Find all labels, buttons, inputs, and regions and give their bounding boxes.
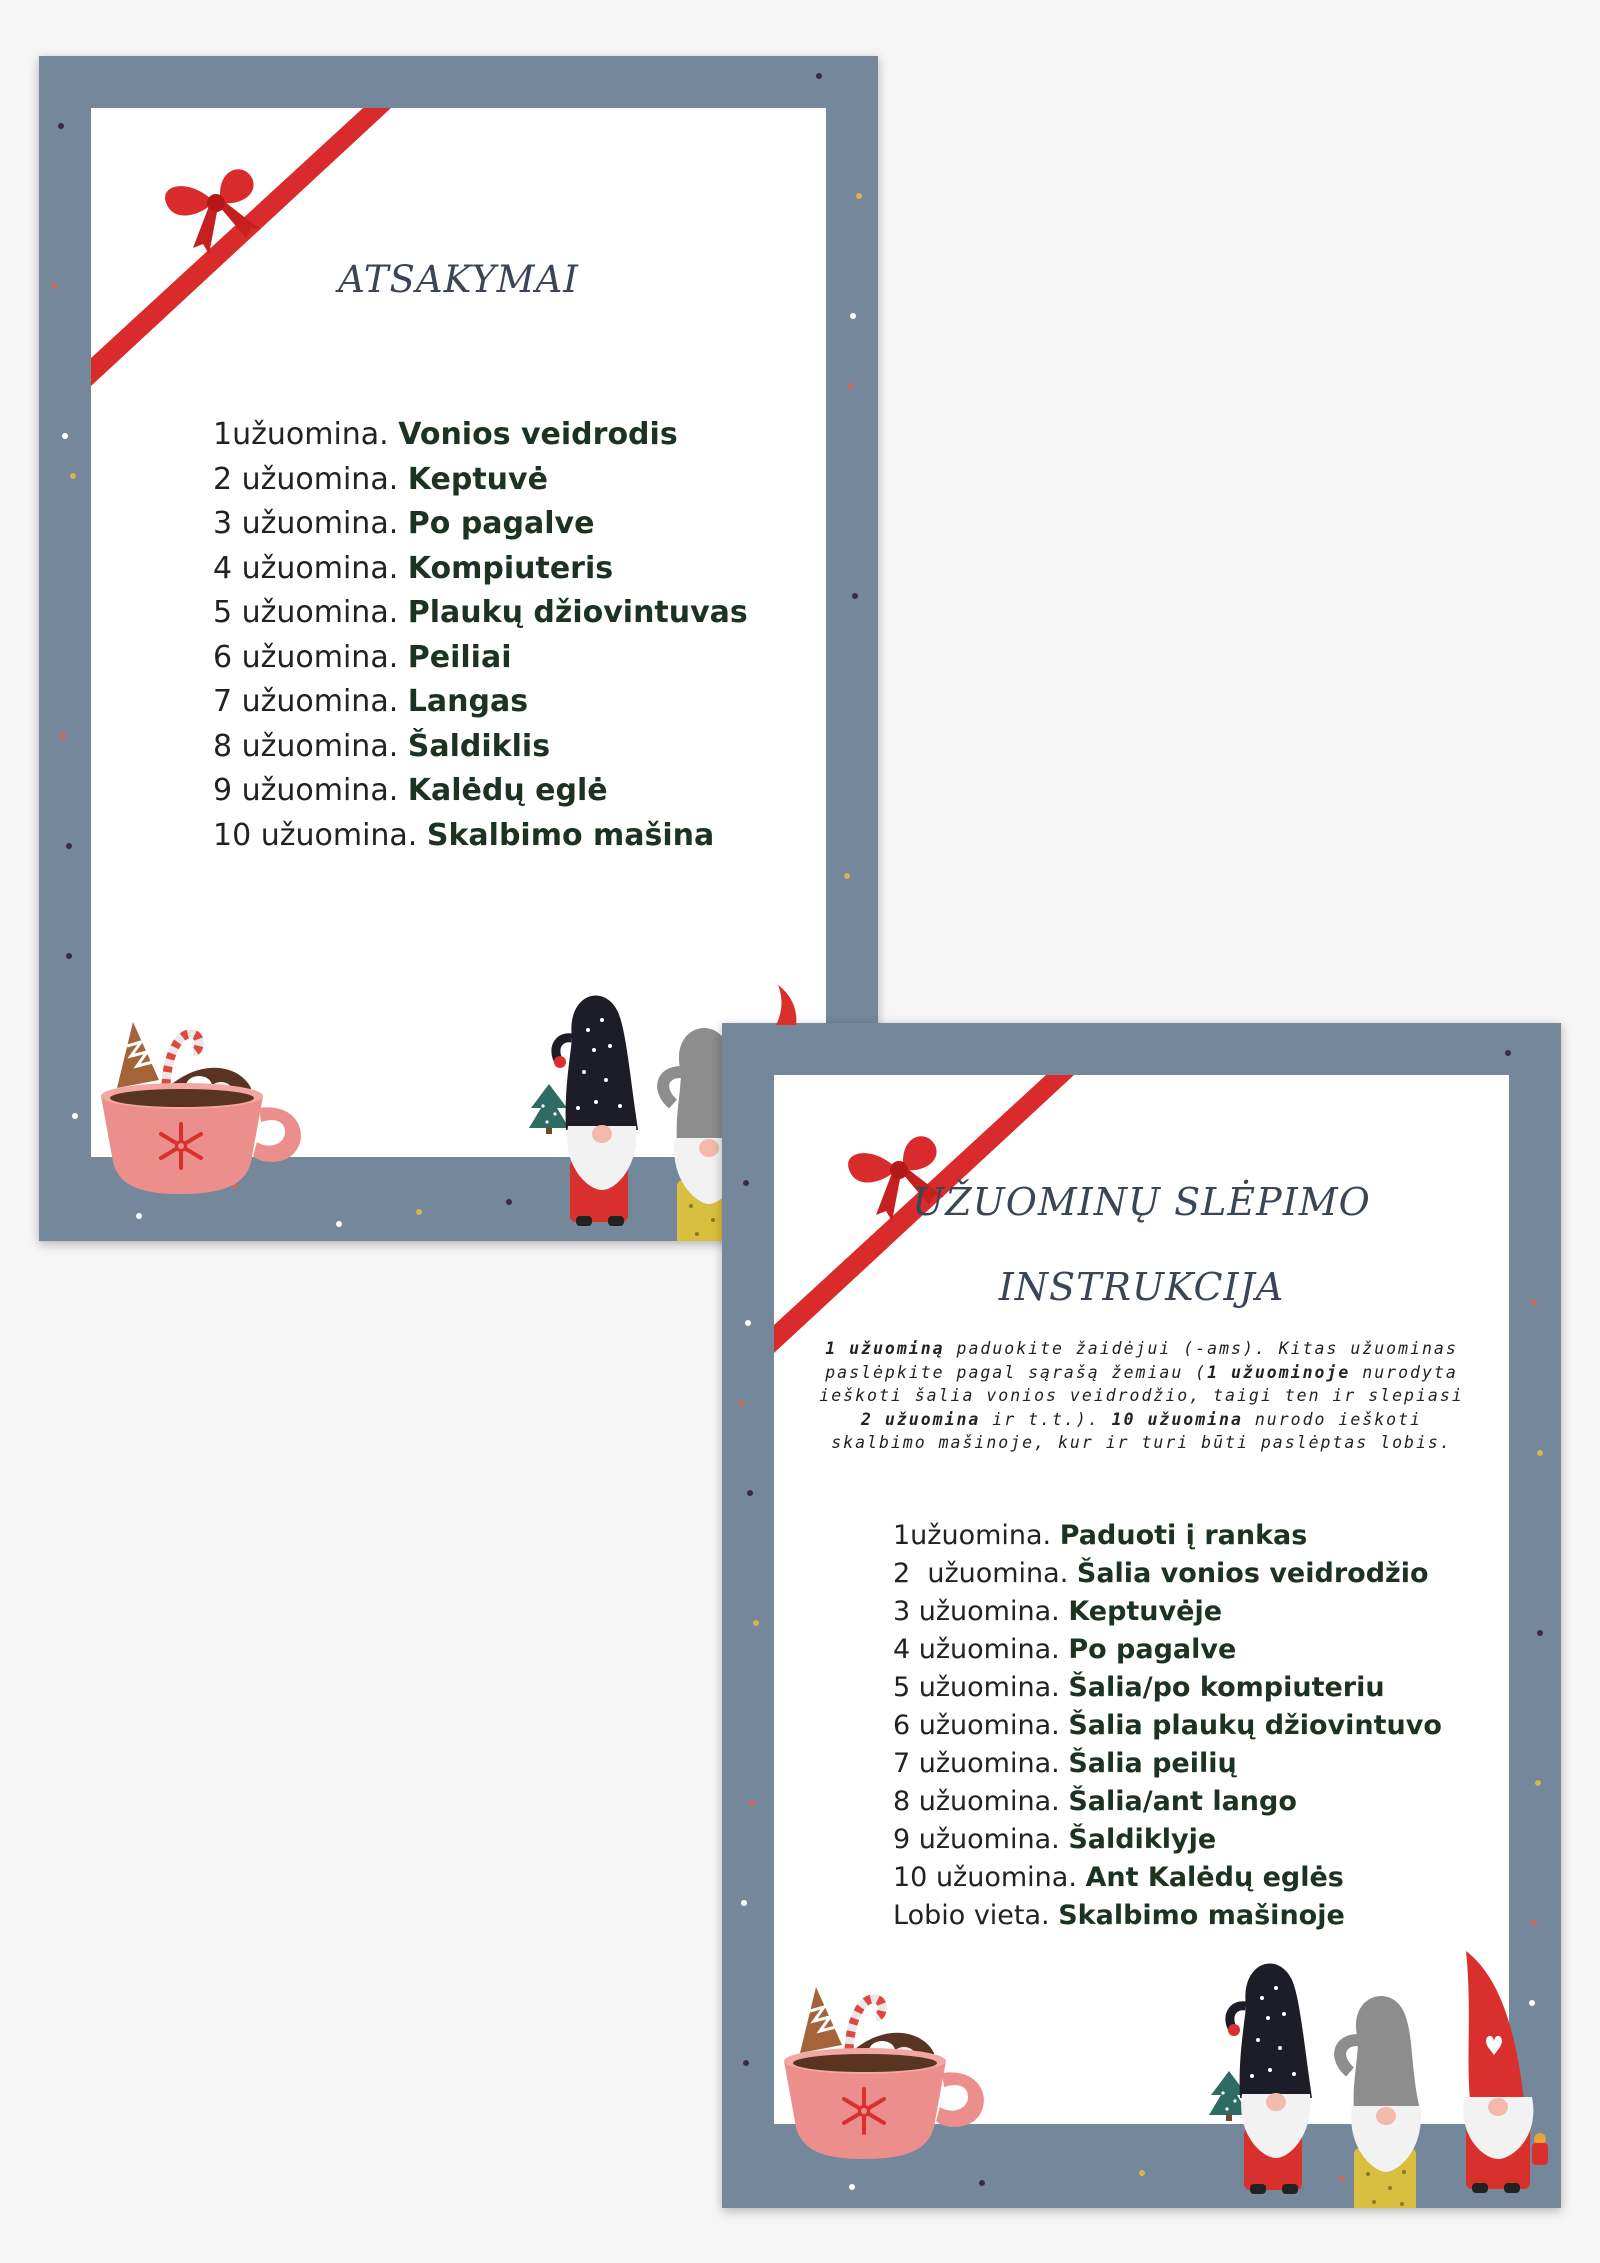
intro-text: paduokite žaidėjui (-ams). Kitas užuominas paslėpkite pagal sąrašą žemiau ( <box>825 1339 1458 1382</box>
row-label: 10 užuomina. <box>893 1862 1086 1893</box>
answer-row-3 <box>213 502 748 547</box>
black-gnome-icon <box>1218 1958 1328 2198</box>
row-answer: Plaukų džiovintuvas <box>407 595 748 630</box>
row-answer: Keptuvė <box>407 461 548 497</box>
hiding-row-7 <box>893 1745 1442 1783</box>
intro-text: nurodyta ieškoti šalia vonios veidrodžio, taigi ten ir slepiasi <box>819 1362 1464 1405</box>
answer-row-4 <box>213 547 748 592</box>
instructions-paragraph <box>814 1337 1469 1455</box>
row-label: 6 užuomina. <box>213 639 408 675</box>
row-label: 4 užuomina. <box>893 1634 1069 1665</box>
answer-row-5 <box>213 591 748 636</box>
page-title-line-1: UŽUOMINŲ SLĖPIMO <box>912 1180 1371 1224</box>
row-answer: Langas <box>407 684 529 719</box>
row-answer: Skalbimo mašina <box>426 817 715 853</box>
row-answer: Šaldiklis <box>407 728 551 764</box>
row-answer: Peiliai <box>407 639 512 675</box>
row-label: 9 užuomina. <box>213 773 408 808</box>
row-answer: Šaldiklyje <box>1068 1824 1217 1855</box>
answer-row-1 <box>213 413 748 458</box>
row-label: 3 užuomina. <box>893 1596 1069 1627</box>
red-gnome-hat-tip-icon <box>770 985 800 1025</box>
row-label: 2 užuomina. <box>893 1558 1077 1589</box>
row-label: 6 užuomina. <box>893 1710 1069 1741</box>
page-title: ATSAKYMAI <box>338 258 579 301</box>
row-label: 8 užuomina. <box>893 1786 1069 1817</box>
page-title-line-2: INSTRUKCIJA <box>998 1265 1285 1309</box>
treasure-row <box>893 1897 1442 1935</box>
row-label: 2 užuomina. <box>213 461 408 497</box>
cocoa-cup-icon <box>780 1969 1000 2169</box>
row-answer: Ant Kalėdų eglės <box>1085 1862 1344 1893</box>
answer-row-10 <box>213 814 748 859</box>
row-label: 5 užuomina. <box>893 1672 1069 1703</box>
black-gnome-icon <box>544 990 654 1230</box>
red-gnome-icon <box>1444 1951 1560 2201</box>
intro-text: nurodo ieškoti skalbimo mašinoje, kur ir turi būti paslėptas lobis. <box>831 1409 1452 1452</box>
answer-row-2 <box>213 458 748 503</box>
row-answer: Šalia plaukų džiovintuvo <box>1068 1710 1442 1741</box>
row-label: 1užuomina. <box>213 417 399 452</box>
instructions-paper <box>774 1075 1509 2124</box>
row-label: 10 užuomina. <box>213 817 427 853</box>
row-label: 8 užuomina. <box>213 728 408 764</box>
hiding-row-9 <box>893 1821 1442 1859</box>
hiding-row-2 <box>893 1555 1442 1593</box>
row-answer: Po pagalve <box>1068 1634 1237 1665</box>
row-label: 1užuomina. <box>893 1520 1060 1551</box>
hiding-row-10 <box>893 1859 1442 1897</box>
answers-list <box>213 413 748 858</box>
intro-text: ir t.t.). <box>980 1409 1112 1429</box>
cocoa-cup-icon <box>97 1004 317 1204</box>
row-label: 5 užuomina. <box>213 595 408 630</box>
ribbon-bow-icon <box>91 108 391 388</box>
row-label: 3 užuomina. <box>213 506 408 541</box>
row-answer: Kalėdų eglė <box>407 773 608 808</box>
answer-row-8 <box>213 725 748 770</box>
row-answer: Po pagalve <box>407 506 595 541</box>
answer-row-6 <box>213 636 748 681</box>
row-label: 9 užuomina. <box>893 1824 1069 1855</box>
intro-bold: 10 užuomina <box>1111 1409 1243 1429</box>
row-answer: Šalia/ant lango <box>1068 1786 1297 1817</box>
row-answer: Šalia/po kompiuteriu <box>1068 1672 1385 1703</box>
hiding-row-4 <box>893 1631 1442 1669</box>
hiding-row-3 <box>893 1593 1442 1631</box>
row-answer: Keptuvėje <box>1068 1596 1223 1627</box>
hiding-row-8 <box>893 1783 1442 1821</box>
hiding-list <box>893 1517 1442 1935</box>
row-answer: Šalia vonios veidrodžio <box>1076 1558 1429 1589</box>
hiding-row-1 <box>893 1517 1442 1555</box>
grey-gnome-icon <box>1328 1988 1438 2208</box>
row-answer: Šalia peilių <box>1068 1748 1237 1779</box>
row-answer: Skalbimo mašinoje <box>1058 1900 1345 1931</box>
intro-bold: 1 užuominą <box>825 1339 945 1358</box>
answers-paper <box>91 108 826 1157</box>
row-answer: Vonios veidrodis <box>398 417 678 452</box>
row-answer: Paduoti į rankas <box>1059 1520 1308 1551</box>
intro-bold: 1 užuominoje <box>1207 1362 1351 1382</box>
instructions-card <box>722 1023 1561 2208</box>
intro-bold: 2 užuomina <box>861 1409 981 1429</box>
answer-row-9 <box>213 769 748 814</box>
answer-row-7 <box>213 680 748 725</box>
row-label: 4 užuomina. <box>213 550 408 586</box>
hiding-row-6 <box>893 1707 1442 1745</box>
row-answer: Kompiuteris <box>407 550 614 586</box>
hiding-row-5 <box>893 1669 1442 1707</box>
row-label: 7 užuomina. <box>893 1748 1069 1779</box>
row-label: Lobio vieta. <box>893 1900 1059 1931</box>
row-label: 7 užuomina. <box>213 684 408 719</box>
